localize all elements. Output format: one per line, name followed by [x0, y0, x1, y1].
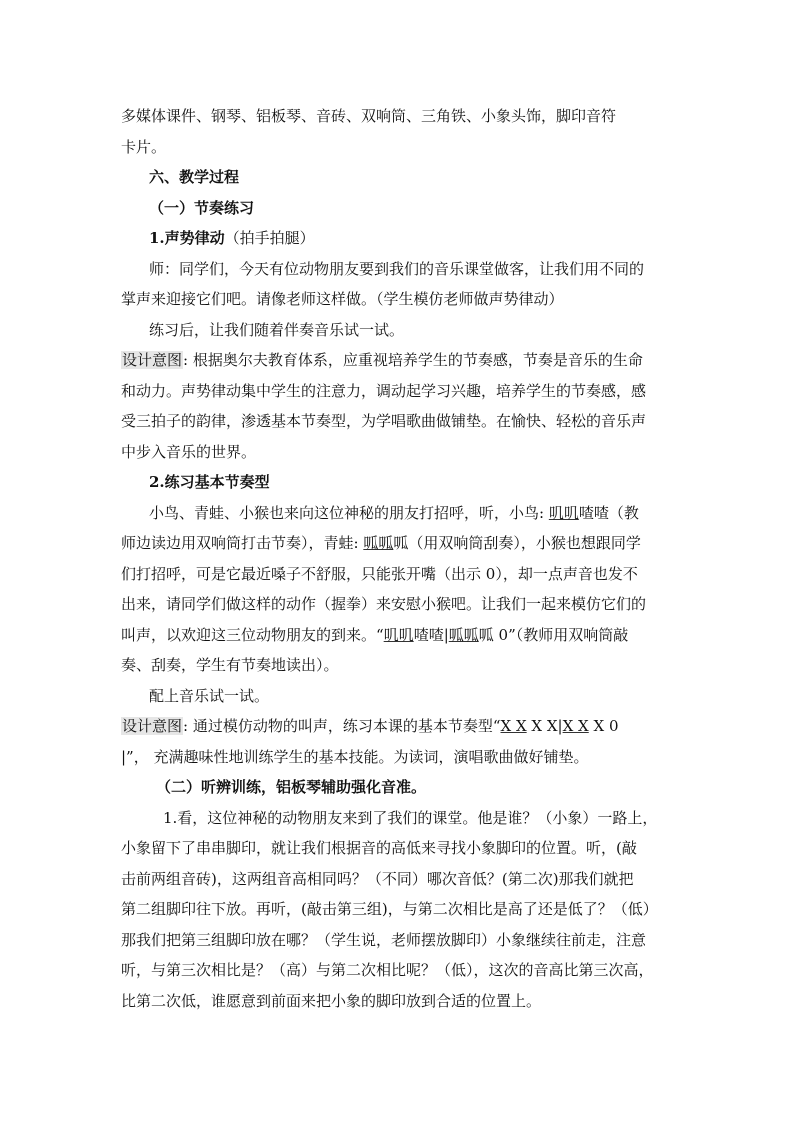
- step1-design-line4: 中步入音乐的世界。: [121, 443, 257, 461]
- text-span: 喳喳|: [413, 626, 449, 644]
- text-span: 小鸟、青蛙、小猴也来向这位神秘的朋友打招呼，听，小鸟:: [149, 504, 549, 522]
- part1-heading: （一）节奏练习: [149, 199, 255, 217]
- design-intent-label: 设计意图: [122, 717, 183, 735]
- step1-design-line1: [121, 350, 681, 370]
- text-span: 呱 0”（教师用双响筒敲: [478, 626, 629, 644]
- design-intent-label: 设计意图: [122, 351, 183, 369]
- step2-design-line2: |”， 充满趣味性地训练学生的基本技能。为读词，演唱歌曲做好铺垫。: [121, 748, 589, 766]
- design-intent-text: : 根据奥尔夫教育体系，应重视培养学生的节奏感，节奏是音乐的生命: [183, 351, 643, 369]
- step2-line3: 们打招呼，可是它最近嗓子不舒服，只能张开嘴（出示 0），却一点声音也发不: [121, 565, 638, 583]
- text-span: : 通过模仿动物的叫声，练习本课的基本节奏型“: [183, 717, 501, 735]
- step1-para1-line2: 掌声来迎接它们吧。请像老师这样做。（学生模仿老师做声势律动）: [121, 290, 564, 308]
- step2-para2: 配上音乐试一试。: [149, 687, 270, 705]
- step1-para1-line1: 师：同学们，今天有位动物朋友要到我们的音乐课堂做客，让我们用不同的: [149, 260, 645, 278]
- part2-line5: 那我们把第三组脚印放在哪？（学生说，老师摆放脚印）小象继续往前走，注意: [121, 931, 647, 949]
- part2-line7: 比第二次低，谁愿意到前面来把小象的脚印放到合适的位置上。: [121, 992, 542, 1010]
- underlined-rhythm: X X: [500, 717, 527, 735]
- underlined-rhythm: 叽叽: [383, 626, 414, 644]
- step2-heading: 2.练习基本节奏型: [149, 473, 270, 491]
- part2-line1: 1.看，这位神秘的动物朋友来到了我们的课堂。他是谁？（小象）一路上，: [163, 809, 658, 827]
- step2-design-line1: [121, 716, 681, 736]
- step1-heading: [149, 228, 709, 248]
- step1-title: 1.声势律动: [149, 229, 225, 247]
- step1-para2: 练习后，让我们随着伴奏音乐试一试。: [149, 321, 405, 339]
- step2-line4: 出来，请同学们做这样的动作（握拳）来安慰小猴吧。让我们一起来模仿它们的: [121, 595, 647, 613]
- step1-design-line2: 和动力。声势律动集中学生的注意力，调动起学习兴趣，培养学生的节奏感，感: [121, 382, 647, 400]
- part2-line6: 听，与第三次相比是？（高）与第二次相比呢？（低），这次的音高比第三次高，: [121, 961, 654, 979]
- materials-line-1: 多媒体课件、钢琴、铝板琴、音砖、双响筒、三角铁、小象头饰，脚印音符: [121, 107, 617, 125]
- step2-line1: [149, 503, 709, 523]
- step2-line6: 奏、刮奏，学生有节奏地读出）。: [121, 656, 339, 674]
- text-span: 师边读边用双响筒打击节奏），青蛙:: [121, 534, 364, 552]
- text-span: X 0: [588, 717, 619, 735]
- text-span: 喳喳（教: [578, 504, 639, 522]
- materials-line-2: 卡片。: [121, 138, 167, 156]
- part2-line2: 小象留下了串串脚印，就让我们根据音的高低来寻找小象脚印的位置。听，(敲: [121, 839, 637, 857]
- step2-line5: [121, 625, 681, 645]
- step1-title-suffix: （拍手拍腿）: [224, 229, 315, 247]
- part2-line4: 第二组脚印往下放。再听，(敲击第三组)，与第二次相比是高了还是低了？（低）: [121, 900, 658, 918]
- text-span: 呱（用双响筒刮奏），小猴也想跟同学: [393, 534, 641, 552]
- section-heading: 六、教学过程: [149, 168, 240, 186]
- underlined-rhythm: 呱呱: [448, 626, 479, 644]
- underlined-rhythm: X X: [562, 717, 589, 735]
- text-span: X X|: [526, 717, 563, 735]
- underlined-rhythm: 呱呱: [363, 534, 394, 552]
- part2-line3: 击前两组音砖)，这两组音高相同吗？（不同）哪次音低？(第二次)那我们就把: [121, 870, 634, 888]
- part2-heading: （二）听辨训练，铝板琴辅助强化音准。: [156, 778, 427, 796]
- text-span: 叫声，以欢迎这三位动物朋友的到来。“: [121, 626, 384, 644]
- step2-line2: [121, 533, 681, 553]
- step1-design-line3: 受三拍子的韵律，渗透基本节奏型，为学唱歌曲做铺垫。在愉快、轻松的音乐声: [121, 412, 647, 430]
- underlined-rhythm: 叽叽: [548, 504, 579, 522]
